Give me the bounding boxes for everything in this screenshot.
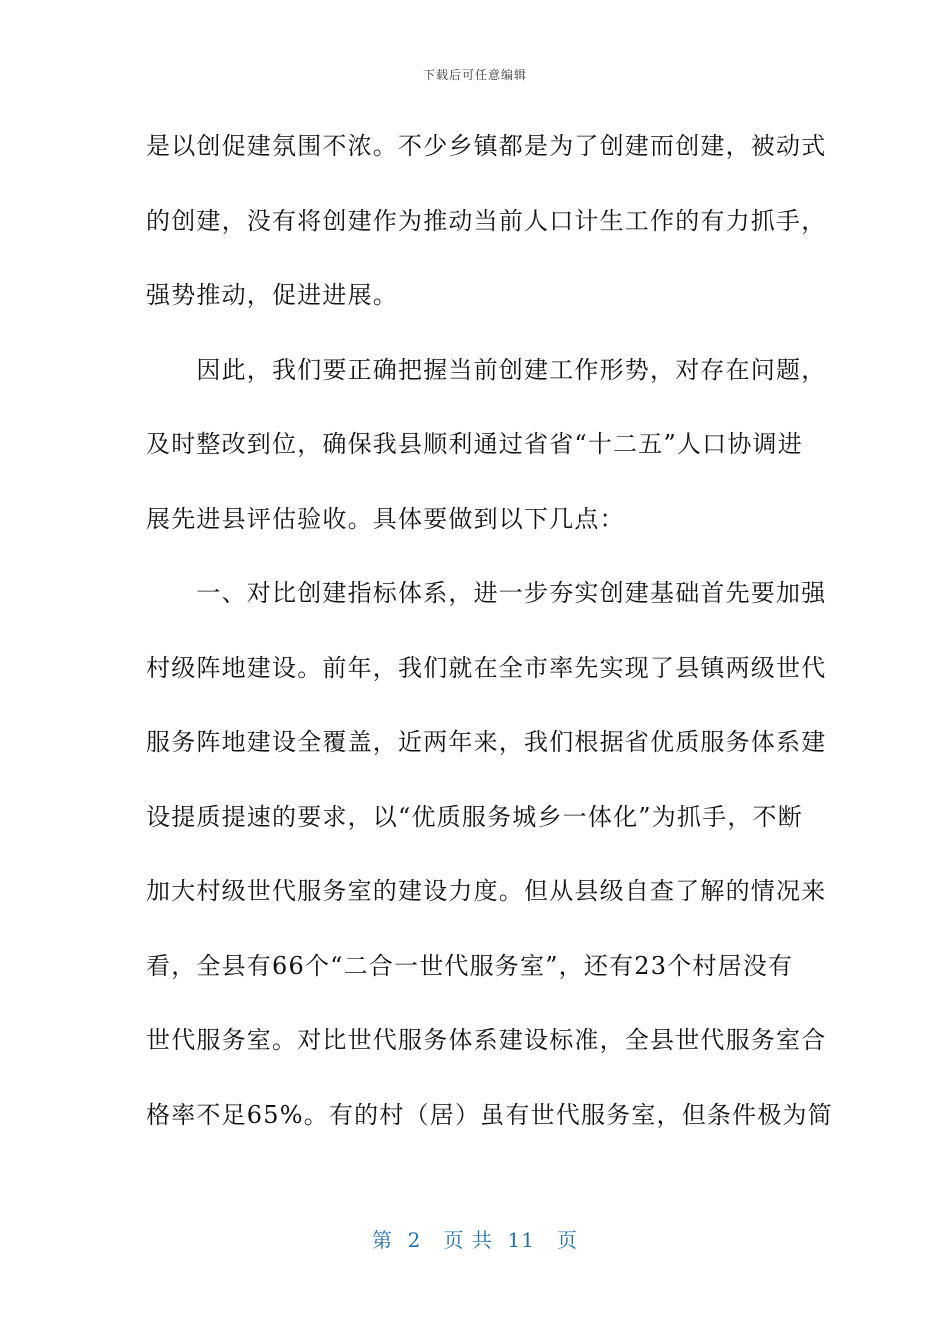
text-line: 格率不足65%。有的村（居）虽有世代服务室，但条件极为简: [146, 1100, 833, 1129]
text-line: 服务阵地建设全覆盖，近两年来，我们根据省优质服务体系建: [146, 728, 827, 756]
page-number: 第 2 页 共 11 页: [371, 1228, 579, 1252]
text-line: 村级阵地建设。前年，我们就在全市率先实现了县镇两级世代: [146, 653, 827, 682]
text-line: 一、对比创建指标体系，进一步夯实创建基础首先要加强: [146, 579, 827, 607]
page-footer: [0, 1224, 950, 1253]
text-line: 的创建，没有将创建作为推动当前人口计生工作的有力抓手，: [146, 206, 827, 235]
page-header: 下载后可任意编辑: [422, 68, 527, 82]
text-line: 是以创促建氛围不浓。不少乡镇都是为了创建而创建，被动式: [146, 132, 827, 160]
text-line: 强势推动，促进进展。: [146, 281, 398, 309]
text-line: 设提质提速的要求，以“优质服务城乡一体化”为抓手，不断: [146, 802, 803, 831]
text-line: 因此，我们要正确把握当前创建工作形势，对存在问题，: [146, 355, 827, 384]
text-line: 加大村级世代服务室的建设力度。但从县级自查了解的情况来: [146, 877, 827, 905]
body-text: [146, 118, 833, 1161]
text-line: 展先进县评估验收。具体要做到以下几点：: [146, 504, 625, 533]
text-line: 看，全县有66个“二合一世代服务室”，还有23个村居没有: [146, 951, 794, 980]
text-line: 世代服务室。对比世代服务体系建设标准，全县世代服务室合: [146, 1026, 827, 1054]
text-line: 及时整改到位，确保我县顺利通过省省“十二五”人口协调进: [146, 430, 803, 458]
